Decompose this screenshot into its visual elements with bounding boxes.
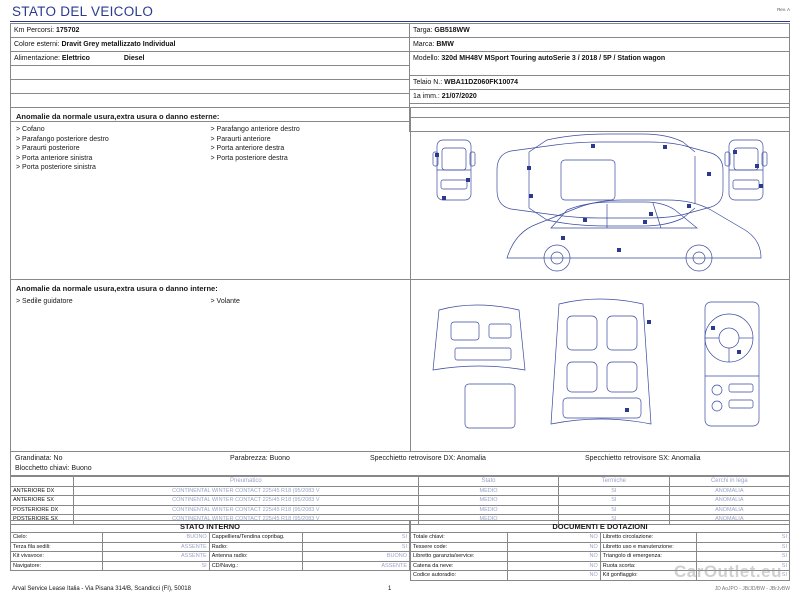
interior-key: Cappelliera/Tendina copribag. (209, 533, 303, 543)
status-blocchetto: Blocchetto chiavi: Buono (15, 465, 92, 472)
interior-status-title: STATO INTERNO (10, 520, 410, 532)
interior-key: CD/Navig.: (209, 561, 303, 571)
interior-value: BUONO (103, 533, 210, 543)
interior-value: BUONO (303, 552, 410, 562)
info-row-marca (410, 38, 789, 52)
title-divider (10, 21, 790, 22)
document-key-extra: Kit gonfiaggio: (600, 571, 697, 581)
table-row (11, 542, 410, 552)
interior-key: Cielo: (11, 533, 103, 543)
label-telaio: Telaio N.: (412, 79, 445, 86)
table-row (11, 552, 410, 562)
status-parabrezza: Parabrezza: Buono (230, 455, 290, 462)
interior-key: Kit vivavoce: (11, 552, 103, 562)
tyre-cerchi: ANOMALIA (669, 486, 789, 496)
tyre-termiche: SI (559, 515, 669, 525)
document-value: SI (697, 552, 790, 562)
car-interior-svg (411, 280, 789, 450)
document-value: NO (508, 542, 601, 552)
status-specchietto-dx: Specchietto retrovisore DX: Anomalia (370, 455, 486, 462)
interior-key: Antenna radio: (209, 552, 303, 562)
list-item: > Paraurti anteriore (210, 135, 271, 143)
external-anomalies-block (11, 108, 410, 280)
external-anomalies-col-2 (211, 125, 406, 173)
value-marca: BMW (436, 41, 454, 48)
table-row (411, 533, 790, 543)
external-anomalies-title: Anomalie da normale usura,extra usura o danno esterne: (16, 112, 220, 121)
documents-title: DOCUMENTI E DOTAZIONI (410, 520, 790, 532)
info-row-km (11, 24, 409, 38)
tyre-cerchi: ANOMALIA (669, 496, 789, 506)
list-item: > Porta anteriore destra (210, 145, 285, 152)
list-item: > Porta posteriore sinistra (16, 164, 96, 171)
tyres-col-termiche: Termiche (559, 477, 669, 487)
tyres-col-pneumatico: Pneumatico (73, 477, 418, 487)
interior-damage-diagram (411, 280, 789, 451)
interior-key: Radio: (209, 542, 303, 552)
interior-value: SI (303, 542, 410, 552)
list-item: > Parafango anteriore destro (210, 126, 300, 133)
documents-table (410, 532, 790, 581)
revision-label: Rev. A (777, 7, 790, 12)
document-key: Tessere code: (411, 542, 508, 552)
document-value: SI (697, 542, 790, 552)
label-km: Km Percorsi: (14, 27, 57, 34)
table-row (11, 561, 410, 571)
document-value-extra: SI (697, 571, 790, 581)
list-item: > Parafango posteriore destro (16, 135, 109, 143)
list-item: > Porta anteriore sinistra (16, 154, 93, 162)
list-item: > Volante (210, 298, 240, 305)
info-row-targa (410, 24, 789, 38)
table-row (11, 533, 410, 543)
tyre-position: ANTERIORE DX (11, 486, 74, 496)
internal-anomalies-title: Anomalie da normale usura,extra usura o danno interne: (16, 284, 218, 293)
value-alimentazione-2: Diesel (123, 55, 145, 62)
interior-status-panel (10, 520, 410, 581)
info-row-colore (11, 38, 409, 52)
document-value: NO (508, 552, 601, 562)
tyres-header-row (11, 477, 790, 487)
table-row (411, 561, 790, 571)
table-row (411, 542, 790, 552)
document-key: Catena da neve: (411, 561, 508, 571)
value-telaio: WBA11DZ060FK10074 (444, 79, 519, 86)
document-value: NO (508, 561, 601, 571)
interior-key: Terza fila sedili: (11, 542, 103, 552)
tyres-col-position (11, 477, 74, 487)
internal-anomalies-col-1 (16, 297, 211, 307)
info-row-immatricolazione (410, 90, 789, 104)
exterior-damage-diagram (411, 108, 789, 280)
document-value: NO (508, 533, 601, 543)
footer (12, 586, 790, 592)
status-summary-row (10, 452, 790, 476)
tyres-col-stato: Stato (418, 477, 558, 487)
tyres-col-cerchi: Cerchi in lega (669, 477, 789, 487)
value-km: 175702 (56, 27, 80, 34)
document-key: Libretto garanzia/service: (411, 552, 508, 562)
anomalies-section (10, 107, 790, 452)
tyre-termiche: SI (559, 486, 669, 496)
value-modello: 320d MH48V MSport Touring autoSerie 3 / 2018 / 5P / Station wagon (441, 55, 666, 62)
tyre-stato: MEDIO (418, 496, 558, 506)
anomalies-diagram-column (411, 108, 789, 451)
value-targa: GB518WW (434, 27, 470, 34)
label-colore: Colore esterni: (14, 41, 62, 48)
label-modello: Modello: (412, 55, 442, 62)
table-row (411, 571, 790, 581)
label-targa: Targa: (412, 27, 435, 34)
tyre-position: POSTERIORE SX (11, 515, 74, 525)
info-row-spacer-2 (11, 80, 409, 94)
table-row (11, 496, 790, 506)
table-row (411, 552, 790, 562)
document-key: Libretto uso e manutenzione: (600, 542, 697, 552)
table-row (11, 505, 790, 515)
car-exterior-svg (411, 108, 789, 279)
footer-company: Arval Service Lease Italia - Via Pisana 314/B, Scandicci (FI), 50018 (12, 586, 191, 592)
interior-value: SI (103, 561, 210, 571)
tyre-cerchi: ANOMALIA (669, 505, 789, 515)
interior-value: SI (303, 533, 410, 543)
document-key: Triangolo di emergenza: (600, 552, 697, 562)
interior-value: ASSENTE (303, 561, 410, 571)
value-colore: Dravit Grey metallizzato Individual (61, 41, 176, 48)
interior-status-table (10, 532, 410, 571)
status-specchietto-sx: Specchietto retrovisore SX: Anomalia (585, 455, 701, 462)
documents-panel (410, 520, 790, 581)
document-page (8, 0, 792, 600)
anomalies-text-column (11, 108, 411, 451)
tyre-stato: MEDIO (418, 505, 558, 515)
status-grandinata: Grandinata: No (15, 455, 63, 462)
tyre-stato: MEDIO (418, 486, 558, 496)
label-immatricolazione: 1a imm.: (412, 93, 442, 100)
internal-anomalies-block (11, 280, 410, 451)
footer-reference: JD AoJPO - JB/JD/BW - JBrJvBW (714, 586, 790, 592)
list-item: > Cofano (16, 126, 45, 133)
list-item: > Sedile guidatore (16, 298, 73, 305)
table-row (11, 486, 790, 496)
tyres-table (10, 476, 790, 525)
value-immatricolazione: 21/07/2020 (441, 93, 477, 100)
tyre-spec: CONTINENTAL WINTER CONTACT 225/45 R18 (95/2083 V (73, 515, 418, 525)
document-value: SI (697, 533, 790, 543)
watermark: CarOutlet.eu (673, 562, 782, 581)
document-key: Totale chiavi: (411, 533, 508, 543)
document-value: SI (697, 561, 790, 571)
interior-value: ASSENTE (103, 542, 210, 552)
info-row-spacer-3 (11, 94, 409, 108)
tyre-position: POSTERIORE DX (11, 505, 74, 515)
tyre-termiche: SI (559, 505, 669, 515)
info-row-telaio (410, 76, 789, 90)
tyre-spec: CONTINENTAL WINTER CONTACT 225/45 R18 (95/2083 V (73, 496, 418, 506)
label-alimentazione: Alimentazione: (14, 55, 62, 62)
tyre-spec: CONTINENTAL WINTER CONTACT 225/45 R18 (95/2083 V (73, 486, 418, 496)
tyre-spec: CONTINENTAL WINTER CONTACT 225/45 R18 (95/2083 V (73, 505, 418, 515)
page-title: STATO DEL VEICOLO (12, 4, 154, 19)
footer-page-number: 1 (388, 586, 392, 592)
info-row-alimentazione (11, 52, 409, 66)
interior-value: ASSENTE (103, 552, 210, 562)
value-alimentazione: Elettrico (61, 55, 90, 62)
list-item: > Porta posteriore destra (210, 154, 288, 162)
external-anomalies-col-1 (16, 125, 211, 173)
document-key: Ruota scorta: (600, 561, 697, 571)
document-value: NO (508, 571, 601, 581)
document-key: Libretto circolazione: (600, 533, 697, 543)
tyre-stato: MEDIO (418, 515, 558, 525)
internal-anomalies-col-2 (211, 297, 406, 307)
document-key: Codice autoradio: (411, 571, 508, 581)
info-row-spacer-1 (11, 66, 409, 80)
list-item: > Paraurti posteriore (16, 145, 80, 152)
tyre-termiche: SI (559, 496, 669, 506)
info-row-modello (410, 52, 789, 76)
interior-key: Navigatore: (11, 561, 103, 571)
tyre-cerchi: ANOMALIA (669, 515, 789, 525)
tyre-position: ANTERIORE SX (11, 496, 74, 506)
bottom-panels (10, 520, 790, 581)
label-marca: Marca: (412, 41, 437, 48)
